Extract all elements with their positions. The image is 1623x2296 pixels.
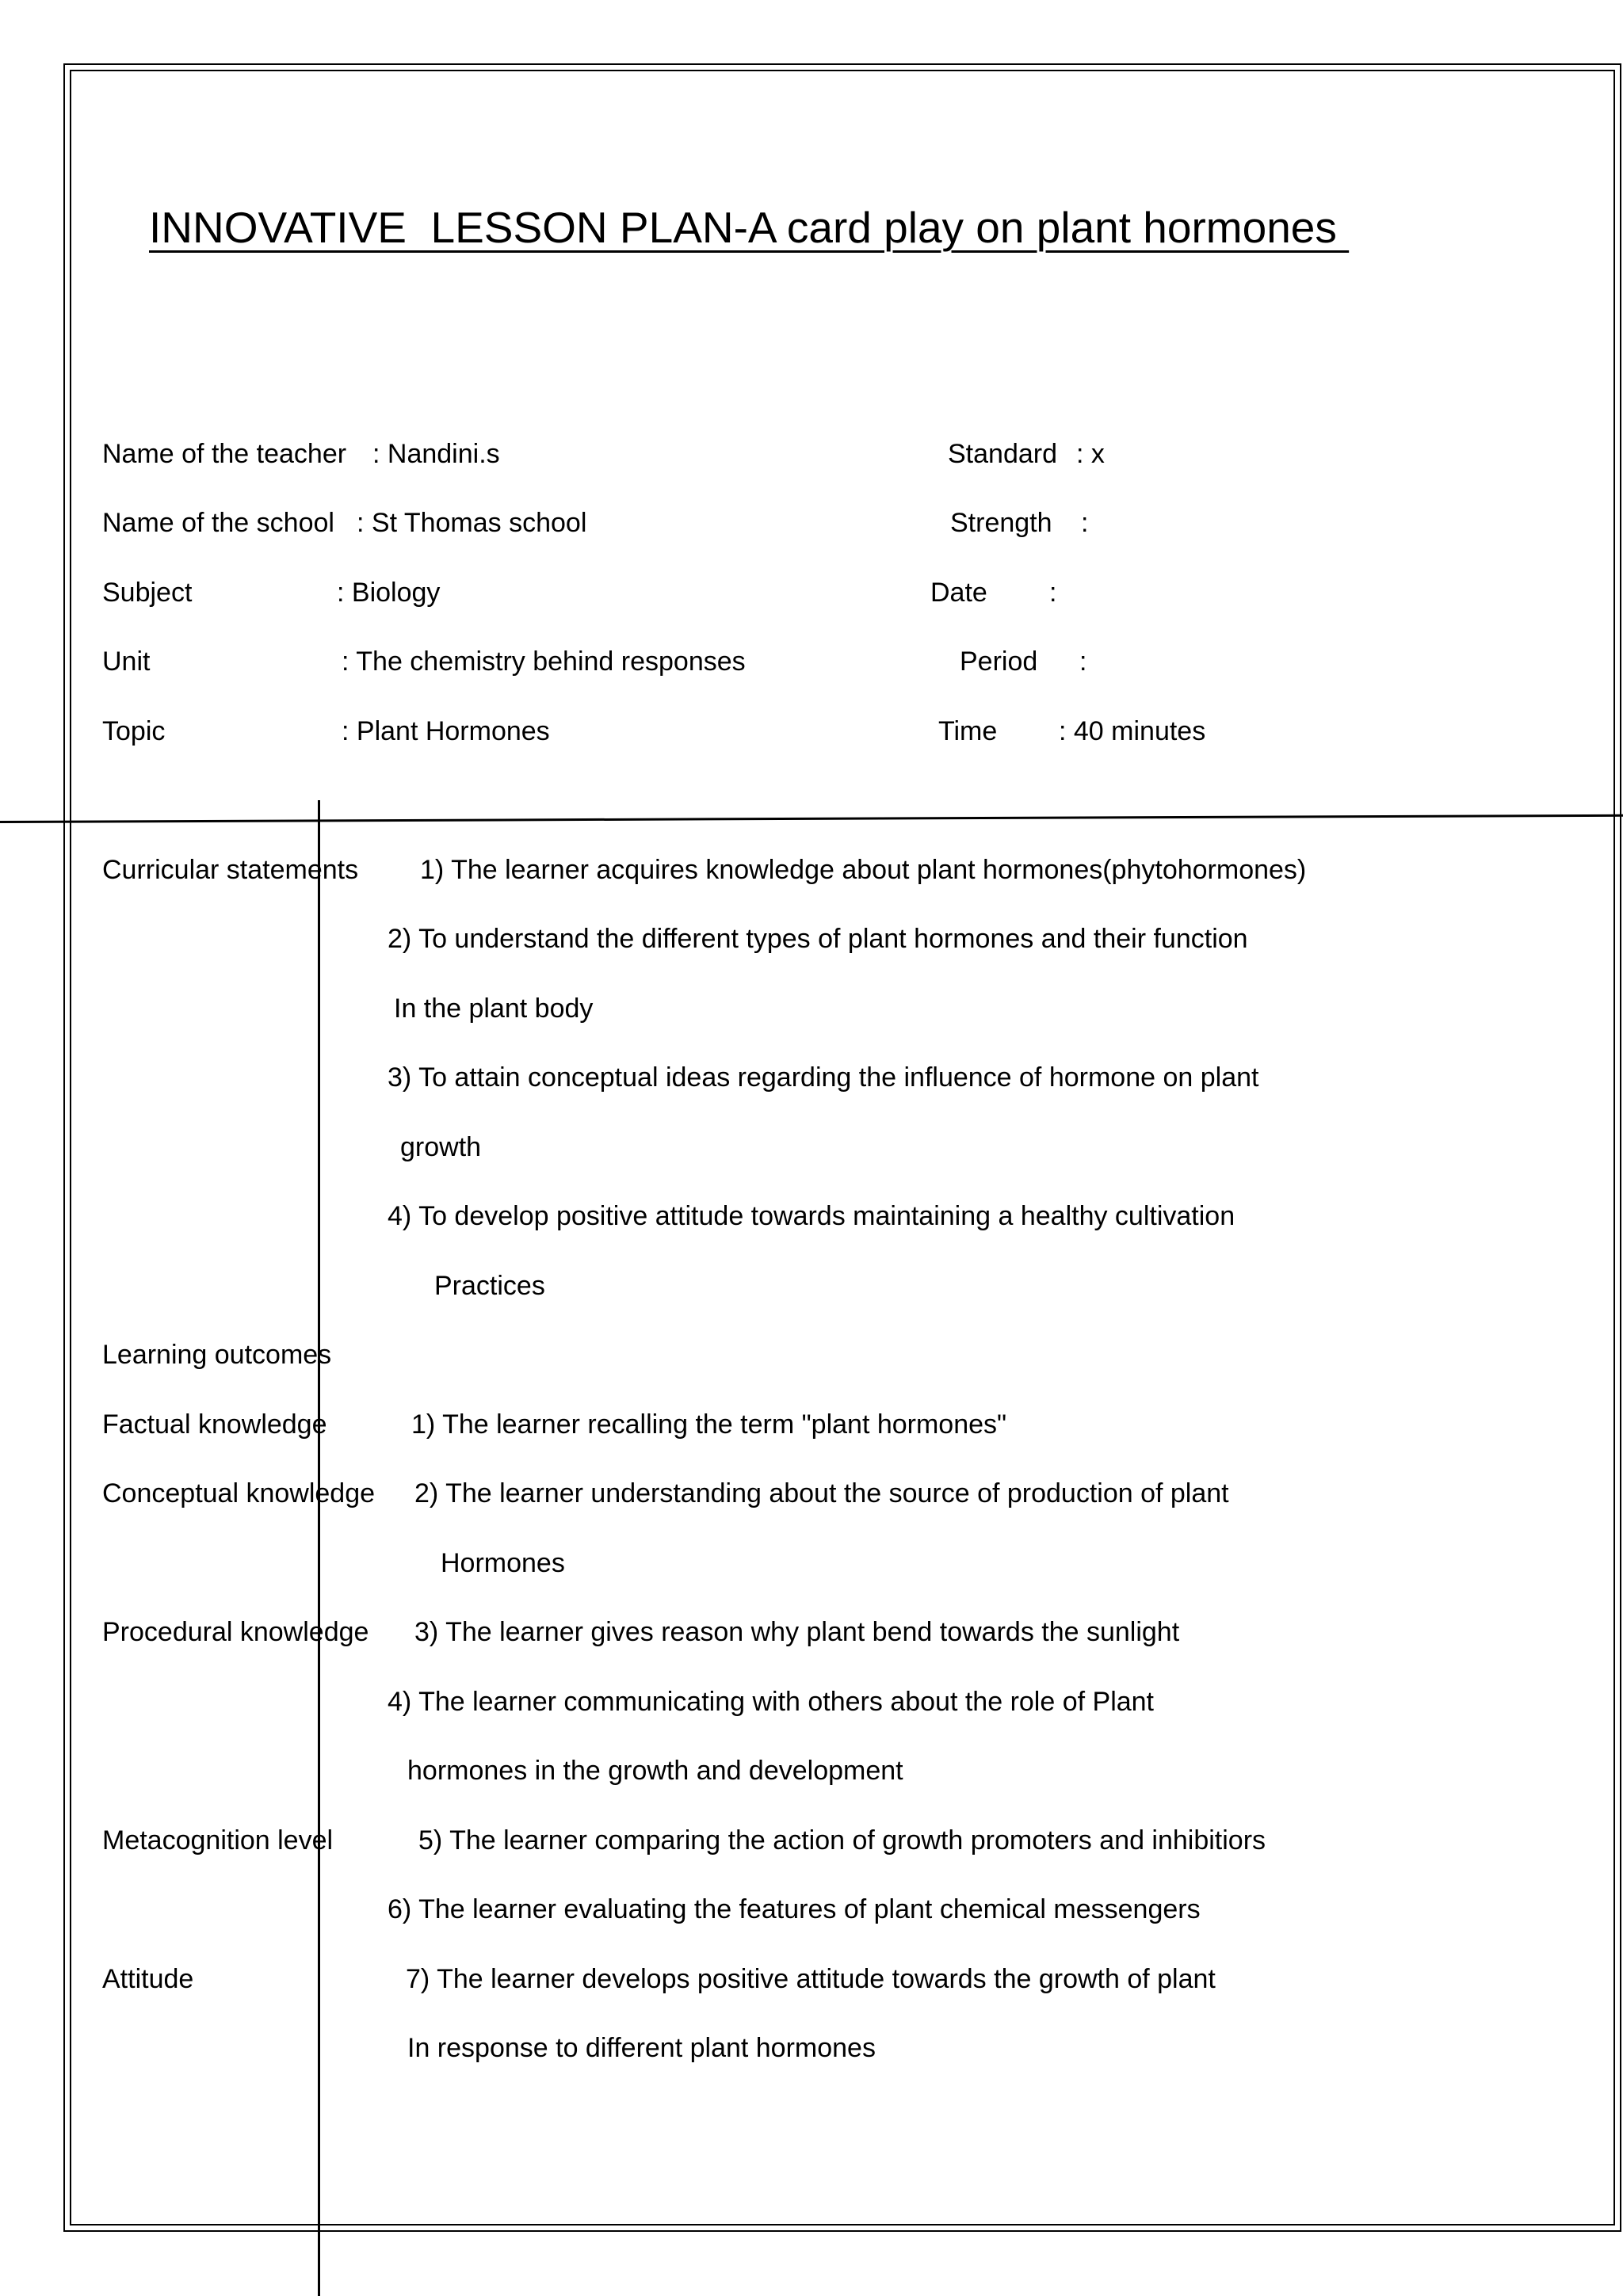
standard-label: Standard [948,439,1057,469]
teacher-name-value: : Nandini.s [372,439,500,469]
outcome-line-10: In response to different plant hormones [407,2033,876,2063]
outcome-line-4: 3) The learner gives reason why plant bend towards the sunlight [414,1617,1180,1647]
period-label: Period [960,646,1038,677]
curricular-line-2: 2) To understand the different types of plant hormones and their function [388,924,1248,954]
learning-outcomes-heading: Learning outcomes [102,1340,332,1370]
curricular-statements-label: Curricular statements [102,855,359,885]
curricular-line-7: Practices [434,1271,545,1301]
strength-label: Strength [950,508,1052,538]
standard-value: : x [1076,439,1105,469]
outcome-line-7: 5) The learner comparing the action of growth promoters and inhibitiors [418,1825,1266,1855]
strength-value: : [1081,508,1089,538]
procedural-knowledge-label: Procedural knowledge [102,1617,369,1647]
outcome-line-8: 6) The learner evaluating the features of plant chemical messengers [388,1894,1201,1924]
curricular-line-1: 1) The learner acquires knowledge about plant hormones(phytohormones) [420,855,1307,885]
topic-label: Topic [102,716,166,746]
time-label: Time [938,716,998,746]
curricular-line-5: growth [400,1132,482,1162]
curricular-line-6: 4) To develop positive attitude towards maintaining a healthy cultivation [388,1201,1235,1231]
outcome-line-5: 4) The learner communicating with others about the role of Plant [388,1687,1155,1717]
attitude-label: Attitude [102,1964,194,1994]
page-title: INNOVATIVE LESSON PLAN-A card play on plant hormones [149,203,1350,252]
date-value: : [1049,578,1057,608]
outcome-line-3: Hormones [441,1548,565,1578]
topic-value: : Plant Hormones [342,716,550,746]
subject-value: : Biology [337,578,441,608]
time-value: : 40 minutes [1059,716,1206,746]
subject-label: Subject [102,578,193,608]
unit-value: : The chemistry behind responses [342,646,746,677]
teacher-name-label: Name of the teacher [102,439,347,469]
date-label: Date [930,578,987,608]
vertical-rule [318,800,320,2296]
metacognition-level-label: Metacognition level [102,1825,334,1855]
curricular-line-3: In the plant body [394,994,594,1024]
unit-label: Unit [102,646,151,677]
school-name-value: : St Thomas school [357,508,587,538]
outcome-line-6: hormones in the growth and development [407,1756,903,1786]
period-value: : [1079,646,1087,677]
outcome-line-1: 1) The learner recalling the term "plant hormones" [411,1409,1007,1440]
curricular-line-4: 3) To attain conceptual ideas regarding the influence of hormone on plant [388,1062,1259,1093]
outcome-line-9: 7) The learner develops positive attitude towards the growth of plant [406,1964,1216,1994]
conceptual-knowledge-label: Conceptual knowledge [102,1478,376,1508]
school-name-label: Name of the school [102,508,334,538]
factual-knowledge-label: Factual knowledge [102,1409,327,1440]
outcome-line-2: 2) The learner understanding about the source of production of plant [414,1478,1229,1508]
